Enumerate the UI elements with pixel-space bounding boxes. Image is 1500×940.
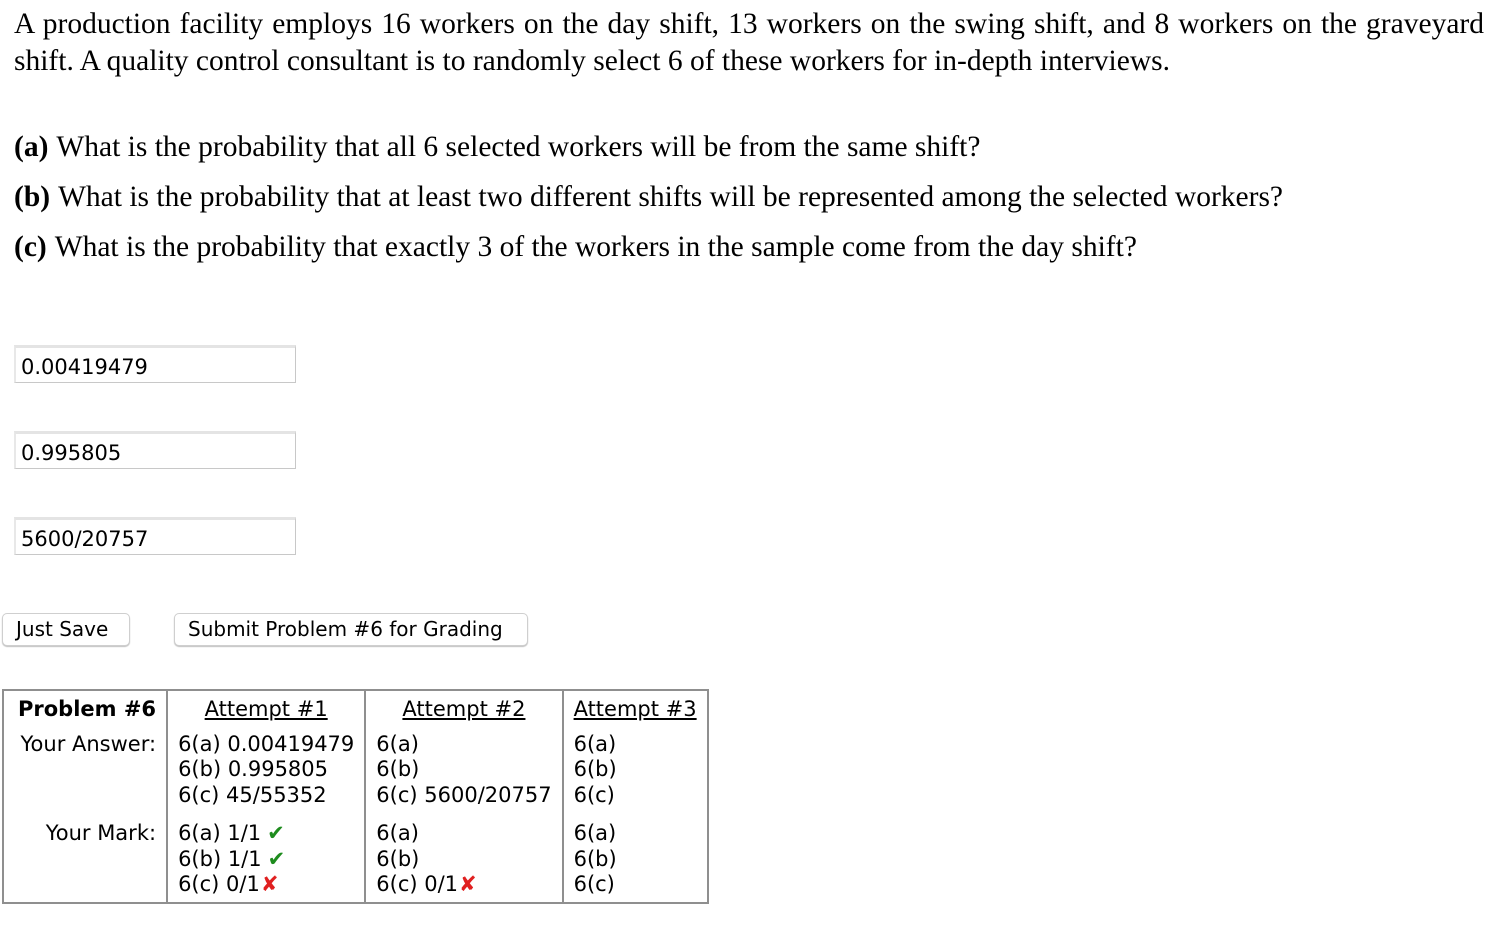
attempt-3-marks <box>563 808 708 903</box>
attempt-1-answer-b: 6(b) 0.995805 <box>178 757 329 781</box>
attempt-1-link[interactable]: Attempt #1 <box>204 697 328 721</box>
attempt-2-mark-b: 6(b) <box>376 846 420 871</box>
answer-input-c[interactable]: 5600/20757 <box>14 517 296 555</box>
attempt-3-link[interactable]: Attempt #3 <box>573 697 697 721</box>
question-a <box>14 129 980 165</box>
attempt-1-header <box>167 690 365 727</box>
cross-icon: ✘ <box>260 872 279 896</box>
attempt-3-answer-c: 6(c) <box>573 782 615 807</box>
just-save-button[interactable]: Just Save <box>2 613 130 646</box>
question-c-label: (c) <box>14 231 47 263</box>
attempt-3-header <box>563 690 708 727</box>
attempt-3-mark-b: 6(b) <box>573 846 617 871</box>
attempt-1-answer-c: 6(c) 45/55352 <box>178 782 327 807</box>
attempt-2-header <box>365 690 562 727</box>
your-answer-label: Your Answer: <box>20 731 157 756</box>
attempt-1-answers <box>167 727 365 809</box>
attempts-header-row <box>3 690 708 727</box>
question-a-label: (a) <box>14 131 49 163</box>
attempt-2-answers <box>365 727 562 809</box>
attempt-1-mark-a: 6(a) 1/1 <box>178 821 262 845</box>
check-icon: ✔ <box>267 846 286 871</box>
problem-statement: A production facility employs 16 workers on the day shift, 13 workers on the swing shift, and 8 workers on the graveyard shift. A quality control consultant is to randomly select 6 of these workers for in-depth interviews. <box>14 8 1484 77</box>
submit-button[interactable]: Submit Problem #6 for Grading <box>174 613 528 646</box>
question-b <box>14 179 1283 215</box>
attempt-2-link[interactable]: Attempt #2 <box>402 697 526 721</box>
question-c-text: What is the probability that exactly 3 of the workers in the sample come from the day shift? <box>54 231 1137 263</box>
problem-header: Problem #6 <box>18 697 157 721</box>
check-icon: ✔ <box>267 821 285 845</box>
attempt-2-marks <box>365 808 562 903</box>
attempt-1-marks <box>167 808 365 903</box>
attempt-3-answers <box>563 727 708 809</box>
attempt-1-mark-b: 6(b) 1/1 <box>178 846 262 871</box>
mark-row <box>3 808 708 903</box>
your-mark-label: Your Mark: <box>45 821 157 845</box>
question-a-text: What is the probability that all 6 selected workers will be from the same shift? <box>56 131 981 163</box>
answer-input-b[interactable]: 0.995805 <box>14 431 296 469</box>
attempt-1-answer-a: 6(a) 0.00419479 <box>178 731 355 756</box>
attempt-3-answer-b: 6(b) <box>573 757 617 781</box>
attempts-table <box>2 689 709 904</box>
attempt-2-answer-a: 6(a) <box>376 731 419 756</box>
answer-row <box>3 727 708 809</box>
attempt-3-answer-a: 6(a) <box>573 731 617 756</box>
attempt-2-mark-a: 6(a) <box>376 821 419 845</box>
attempt-3-mark-c: 6(c) <box>573 872 615 896</box>
cross-icon: ✘ <box>459 872 477 896</box>
answer-input-a[interactable]: 0.00419479 <box>14 345 296 383</box>
attempt-1-mark-c: 6(c) 0/1 <box>178 872 260 896</box>
attempt-3-mark-a: 6(a) <box>573 821 617 845</box>
attempt-2-answer-b: 6(b) <box>376 757 420 781</box>
question-b-text: What is the probability that at least two different shifts will be represented among the selected workers? <box>58 181 1284 213</box>
attempt-2-mark-c: 6(c) 0/1 <box>376 872 459 896</box>
question-b-label: (b) <box>14 181 51 213</box>
question-c <box>14 229 1137 265</box>
attempt-2-answer-c: 6(c) 5600/20757 <box>376 782 552 807</box>
